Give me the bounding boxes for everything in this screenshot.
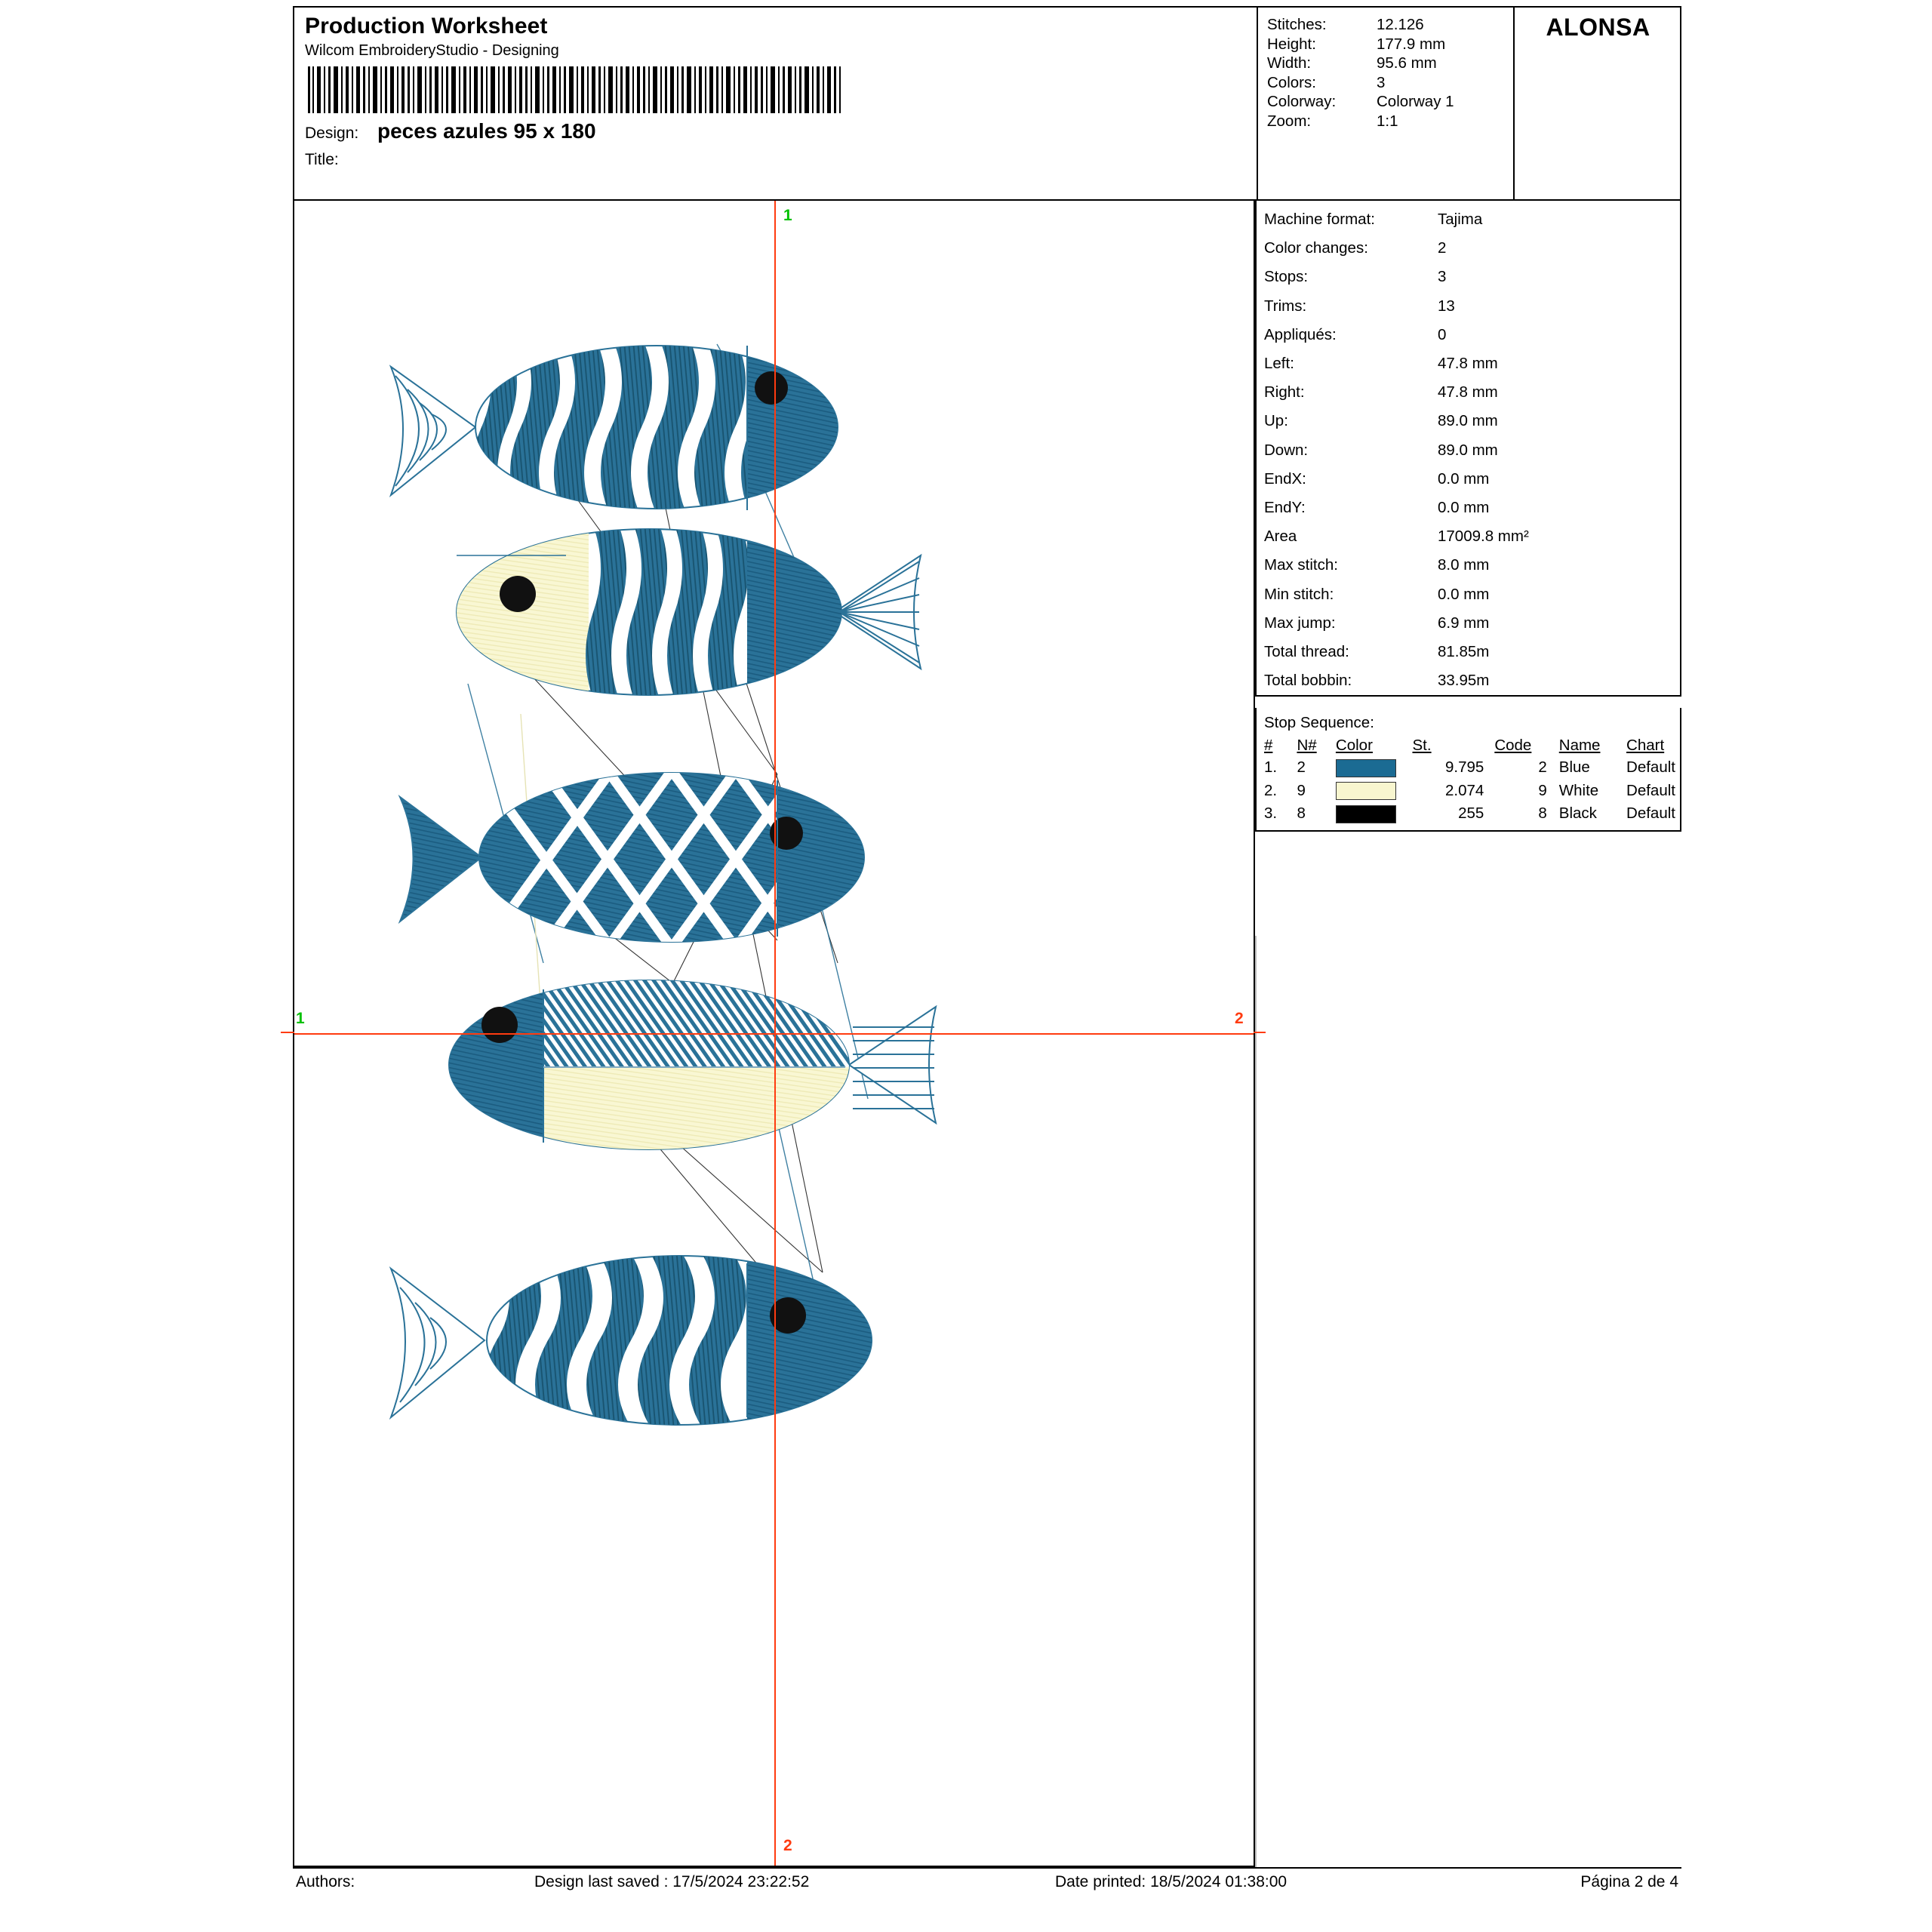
info-value: 0.0 mm bbox=[1438, 499, 1490, 517]
footer-last-saved: Design last saved : 17/5/2024 23:22:52 bbox=[534, 1873, 810, 1890]
stop-sequence-panel bbox=[1255, 708, 1681, 832]
info-value: 33.95m bbox=[1438, 672, 1490, 690]
summary-key: Width: bbox=[1267, 54, 1312, 72]
info-key: Total bobbin: bbox=[1264, 672, 1352, 690]
footer-divider bbox=[293, 1867, 1681, 1869]
info-row bbox=[1264, 666, 1680, 695]
info-key: Max jump: bbox=[1264, 614, 1336, 632]
summary-key: Colorway: bbox=[1267, 93, 1337, 110]
row-code: 8 bbox=[1538, 804, 1547, 823]
summary-value: 3 bbox=[1377, 73, 1386, 91]
design-canvas bbox=[293, 201, 1255, 1867]
design-label: Design: bbox=[305, 125, 359, 142]
row-color-name: Black bbox=[1558, 804, 1597, 823]
design-row bbox=[305, 119, 1247, 143]
info-row bbox=[1264, 292, 1680, 321]
info-value: 0.0 mm bbox=[1438, 585, 1490, 603]
col-header-code: Code bbox=[1494, 737, 1532, 754]
info-row bbox=[1264, 378, 1680, 407]
info-row bbox=[1264, 234, 1680, 263]
stop-sequence-table bbox=[1264, 737, 1680, 826]
info-value: 89.0 mm bbox=[1438, 412, 1498, 430]
info-key: Stops: bbox=[1264, 268, 1309, 286]
row-code: 2 bbox=[1538, 758, 1547, 777]
summary-value: 1:1 bbox=[1377, 112, 1398, 130]
fish-4 bbox=[449, 978, 936, 1153]
summary-row bbox=[1267, 54, 1513, 73]
row-color-name: Blue bbox=[1558, 758, 1590, 777]
row-code: 9 bbox=[1538, 781, 1547, 799]
summary-row bbox=[1267, 73, 1513, 93]
info-value: 2 bbox=[1438, 239, 1447, 257]
info-value: Tajima bbox=[1438, 211, 1483, 228]
info-key: Up: bbox=[1264, 412, 1288, 430]
col-header-color: Color bbox=[1335, 737, 1373, 754]
summary-row bbox=[1267, 15, 1513, 35]
stop-sequence-title: Stop Sequence: bbox=[1264, 714, 1374, 731]
axis-label-bottom: 2 bbox=[783, 1837, 792, 1854]
fish-2 bbox=[457, 525, 921, 699]
info-key: Trims: bbox=[1264, 297, 1307, 315]
info-key: Min stitch: bbox=[1264, 585, 1334, 603]
col-header-chart: Chart bbox=[1626, 737, 1665, 754]
summary-key: Zoom: bbox=[1267, 112, 1312, 130]
title-row bbox=[305, 151, 1247, 169]
app-subtitle: Wilcom EmbroideryStudio - Designing bbox=[305, 42, 559, 59]
row-color-cell bbox=[1336, 802, 1413, 826]
row-needle: 8 bbox=[1297, 804, 1306, 823]
info-key: Max stitch: bbox=[1264, 556, 1338, 574]
row-stitches: 2.074 bbox=[1445, 781, 1484, 799]
info-key: Color changes: bbox=[1264, 239, 1368, 257]
info-key: Machine format: bbox=[1264, 211, 1375, 228]
info-value: 6.9 mm bbox=[1438, 614, 1490, 632]
info-key: Down: bbox=[1264, 441, 1309, 459]
brand-block bbox=[1513, 8, 1681, 199]
summary-row bbox=[1267, 112, 1513, 131]
color-swatch bbox=[1336, 759, 1396, 777]
info-value: 3 bbox=[1438, 268, 1447, 286]
info-row bbox=[1264, 551, 1680, 580]
table-row bbox=[1264, 756, 1680, 780]
summary-key: Stitches: bbox=[1267, 16, 1327, 33]
info-row bbox=[1264, 407, 1680, 435]
info-key: Total thread: bbox=[1264, 643, 1349, 661]
info-value: 8.0 mm bbox=[1438, 556, 1490, 574]
info-row bbox=[1264, 638, 1680, 666]
axis-label-top: 1 bbox=[783, 207, 792, 224]
info-row bbox=[1264, 609, 1680, 638]
fish-5 bbox=[391, 1254, 883, 1431]
fish-eye bbox=[481, 1007, 518, 1043]
info-key: Appliqués: bbox=[1264, 325, 1337, 343]
info-row bbox=[1264, 494, 1680, 522]
header-left bbox=[294, 8, 1257, 199]
footer-authors: Authors: bbox=[296, 1873, 355, 1890]
info-value: 13 bbox=[1438, 297, 1455, 315]
col-header-stitches: St. bbox=[1412, 737, 1432, 754]
summary-value: 177.9 mm bbox=[1377, 35, 1446, 53]
info-key: EndX: bbox=[1264, 469, 1306, 488]
fish-3 bbox=[400, 771, 875, 948]
col-header-index: # bbox=[1264, 737, 1273, 754]
summary-value: 95.6 mm bbox=[1377, 54, 1437, 72]
axis-extension-right bbox=[1254, 1032, 1266, 1033]
info-value: 47.8 mm bbox=[1438, 355, 1498, 373]
info-row bbox=[1264, 522, 1680, 551]
info-key: Area bbox=[1264, 528, 1297, 546]
axis-label-right: 2 bbox=[1235, 1010, 1244, 1027]
header-block bbox=[293, 6, 1681, 201]
panel-divider bbox=[1255, 936, 1257, 1867]
row-needle: 9 bbox=[1297, 781, 1306, 799]
summary-key: Height: bbox=[1267, 35, 1316, 53]
row-index: 3. bbox=[1264, 804, 1278, 823]
row-index: 1. bbox=[1264, 758, 1278, 777]
footer-page-number: Página 2 de 4 bbox=[1580, 1873, 1678, 1890]
fish-eye bbox=[755, 371, 788, 405]
col-header-name: Name bbox=[1558, 737, 1601, 754]
row-chart: Default bbox=[1626, 758, 1675, 777]
title-label: Title: bbox=[305, 151, 339, 168]
row-chart: Default bbox=[1626, 781, 1675, 799]
info-value: 81.85m bbox=[1438, 643, 1490, 661]
row-stitches: 9.795 bbox=[1445, 758, 1484, 777]
design-name: peces azules 95 x 180 bbox=[377, 119, 596, 143]
info-row bbox=[1264, 465, 1680, 494]
info-value: 47.8 mm bbox=[1438, 383, 1498, 401]
row-stitches: 255 bbox=[1458, 804, 1484, 823]
horizontal-axis bbox=[294, 1033, 1254, 1035]
summary-row bbox=[1267, 35, 1513, 54]
summary-row bbox=[1267, 92, 1513, 112]
row-color-name: White bbox=[1558, 781, 1599, 799]
info-key: Left: bbox=[1264, 355, 1294, 373]
table-row bbox=[1264, 802, 1680, 826]
summary-key: Colors: bbox=[1267, 73, 1316, 91]
machine-info-panel bbox=[1255, 201, 1681, 697]
barcode bbox=[305, 66, 844, 113]
row-color-cell bbox=[1336, 756, 1413, 780]
fish-1 bbox=[391, 337, 845, 518]
axis-label-left: 1 bbox=[296, 1010, 305, 1027]
color-swatch bbox=[1336, 782, 1396, 800]
design-summary bbox=[1257, 8, 1513, 199]
info-row bbox=[1264, 580, 1680, 609]
info-row bbox=[1264, 436, 1680, 465]
axis-extension-left bbox=[281, 1032, 294, 1033]
row-color-cell bbox=[1336, 780, 1413, 803]
info-row bbox=[1264, 349, 1680, 378]
info-row bbox=[1264, 321, 1680, 349]
row-needle: 2 bbox=[1297, 758, 1306, 777]
table-row bbox=[1264, 780, 1680, 803]
row-index: 2. bbox=[1264, 781, 1278, 799]
info-value: 17009.8 mm² bbox=[1438, 528, 1529, 546]
footer-date-printed: Date printed: 18/5/2024 01:38:00 bbox=[1055, 1873, 1287, 1890]
page-title: Production Worksheet bbox=[305, 14, 548, 38]
footer bbox=[293, 1873, 1681, 1903]
row-chart: Default bbox=[1626, 804, 1675, 823]
summary-value: Colorway 1 bbox=[1377, 93, 1454, 110]
info-key: Right: bbox=[1264, 383, 1305, 401]
color-swatch bbox=[1336, 805, 1396, 823]
info-key: EndY: bbox=[1264, 499, 1306, 517]
fish-eye bbox=[500, 576, 536, 612]
info-value: 89.0 mm bbox=[1438, 441, 1498, 459]
info-value: 0.0 mm bbox=[1438, 469, 1490, 488]
table-header-row bbox=[1264, 737, 1680, 756]
info-row bbox=[1264, 205, 1680, 234]
col-header-needle: N# bbox=[1297, 737, 1317, 754]
summary-value: 12.126 bbox=[1377, 16, 1424, 33]
info-value: 0 bbox=[1438, 325, 1447, 343]
brand-name: ALONSA bbox=[1546, 14, 1651, 41]
info-row bbox=[1264, 263, 1680, 291]
